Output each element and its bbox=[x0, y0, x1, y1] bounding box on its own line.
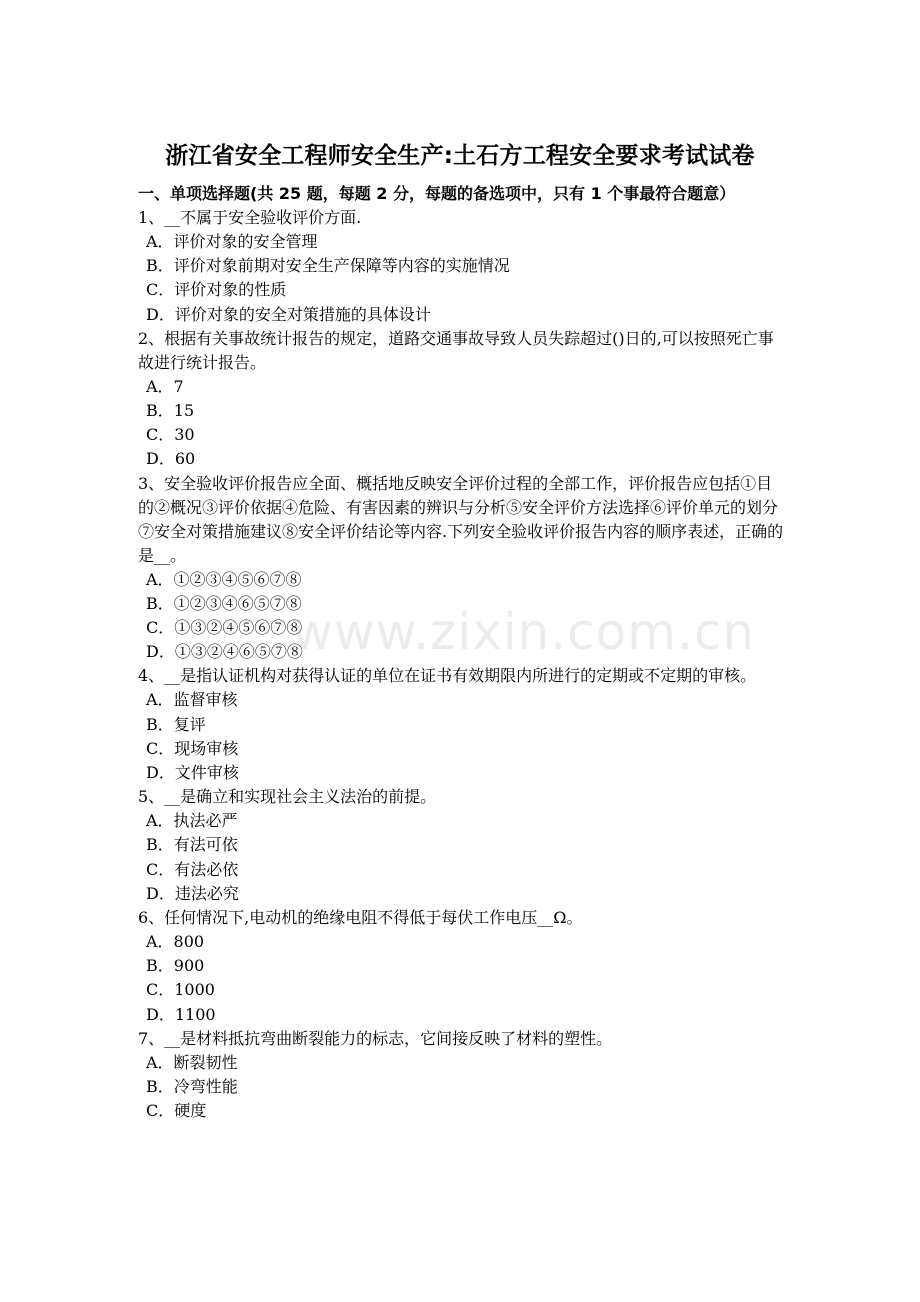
question-text: 1、__不属于安全验收评价方面. bbox=[138, 208, 362, 227]
option-c: C．评价对象的性质 bbox=[146, 280, 287, 300]
option-d: D．①③②④⑥⑤⑦⑧ bbox=[146, 642, 303, 662]
option-c: C．①③②④⑤⑥⑦⑧ bbox=[146, 618, 303, 638]
option-a: A．执法必严 bbox=[146, 811, 238, 831]
document-title: 浙江省安全工程师安全生产:土石方工程安全要求考试试卷 bbox=[165, 143, 755, 169]
option-a: A．断裂韧性 bbox=[146, 1052, 238, 1072]
option-a: A．①②③④⑤⑥⑦⑧ bbox=[146, 569, 302, 589]
option-b: B．有法可依 bbox=[146, 835, 238, 855]
option-a: A．监督审核 bbox=[146, 690, 238, 710]
question-text: 3、安全验收评价报告应全面、概括地反映安全评价过程的全部工作，评价报告应包括①目的②概况③评价依据④危险、有害因素的辨识与分析⑤安全评价方法选择⑥评价单元的划分⑦安全对策措施建议⑧安全评价结论等内容.下列安全验收评价报告内容的顺序表述，正确的是__。 bbox=[138, 473, 784, 565]
option-d: D．文件审核 bbox=[146, 763, 239, 783]
section-heading: 一、单项选择题(共 25 题，每题 2 分，每题的备选项中，只有 1 个事最符合题意） bbox=[138, 184, 736, 203]
option-c: C．硬度 bbox=[146, 1101, 207, 1121]
question-text: 2、根据有关事故统计报告的规定，道路交通事故导致人员失踪超过()日的,可以按照死亡事故进行统计报告。 bbox=[138, 328, 774, 372]
question-1 bbox=[138, 206, 788, 327]
option-c: C．有法必依 bbox=[146, 859, 239, 879]
option-b: B．评价对象前期对安全生产保障等内容的实施情况 bbox=[146, 256, 510, 276]
option-d: D．60 bbox=[146, 449, 196, 469]
question-text: 6、任何情况下,电动机的绝缘电阻不得低于每伏工作电压__Ω。 bbox=[138, 908, 583, 928]
question-7 bbox=[138, 1027, 788, 1124]
option-c: C．现场审核 bbox=[146, 738, 239, 758]
watermark-text: www.zixin.com.cn bbox=[292, 603, 756, 661]
question-6 bbox=[138, 906, 788, 1027]
question-text: 4、__是指认证机构对获得认证的单位在证书有效期限内所进行的定期或不定期的审核。 bbox=[138, 666, 757, 686]
question-text: 5、__是确立和实现社会主义法治的前提。 bbox=[138, 787, 437, 807]
document-body bbox=[138, 182, 788, 1123]
option-b: B．复评 bbox=[146, 714, 206, 734]
option-d: D．违法必究 bbox=[146, 883, 239, 903]
option-b: B．冷弯性能 bbox=[146, 1077, 238, 1097]
question-text: 7、__是材料抵抗弯曲断裂能力的标志，它间接反映了材料的塑性。 bbox=[138, 1028, 613, 1048]
option-a: A．评价对象的安全管理 bbox=[146, 232, 318, 251]
option-a: A．7 bbox=[146, 376, 184, 396]
option-c: C．30 bbox=[146, 425, 195, 445]
question-5 bbox=[138, 785, 788, 906]
option-b: B．15 bbox=[146, 401, 195, 421]
option-a: A．800 bbox=[146, 932, 205, 952]
option-b: B．900 bbox=[146, 956, 205, 976]
option-c: C．1000 bbox=[146, 980, 215, 1000]
question-4 bbox=[138, 664, 788, 785]
question-2 bbox=[138, 327, 788, 472]
option-d: D．1100 bbox=[146, 1004, 216, 1024]
option-d: D．评价对象的安全对策措施的具体设计 bbox=[146, 304, 431, 324]
question-3 bbox=[138, 472, 788, 665]
option-b: B．①②③④⑥⑤⑦⑧ bbox=[146, 593, 302, 613]
